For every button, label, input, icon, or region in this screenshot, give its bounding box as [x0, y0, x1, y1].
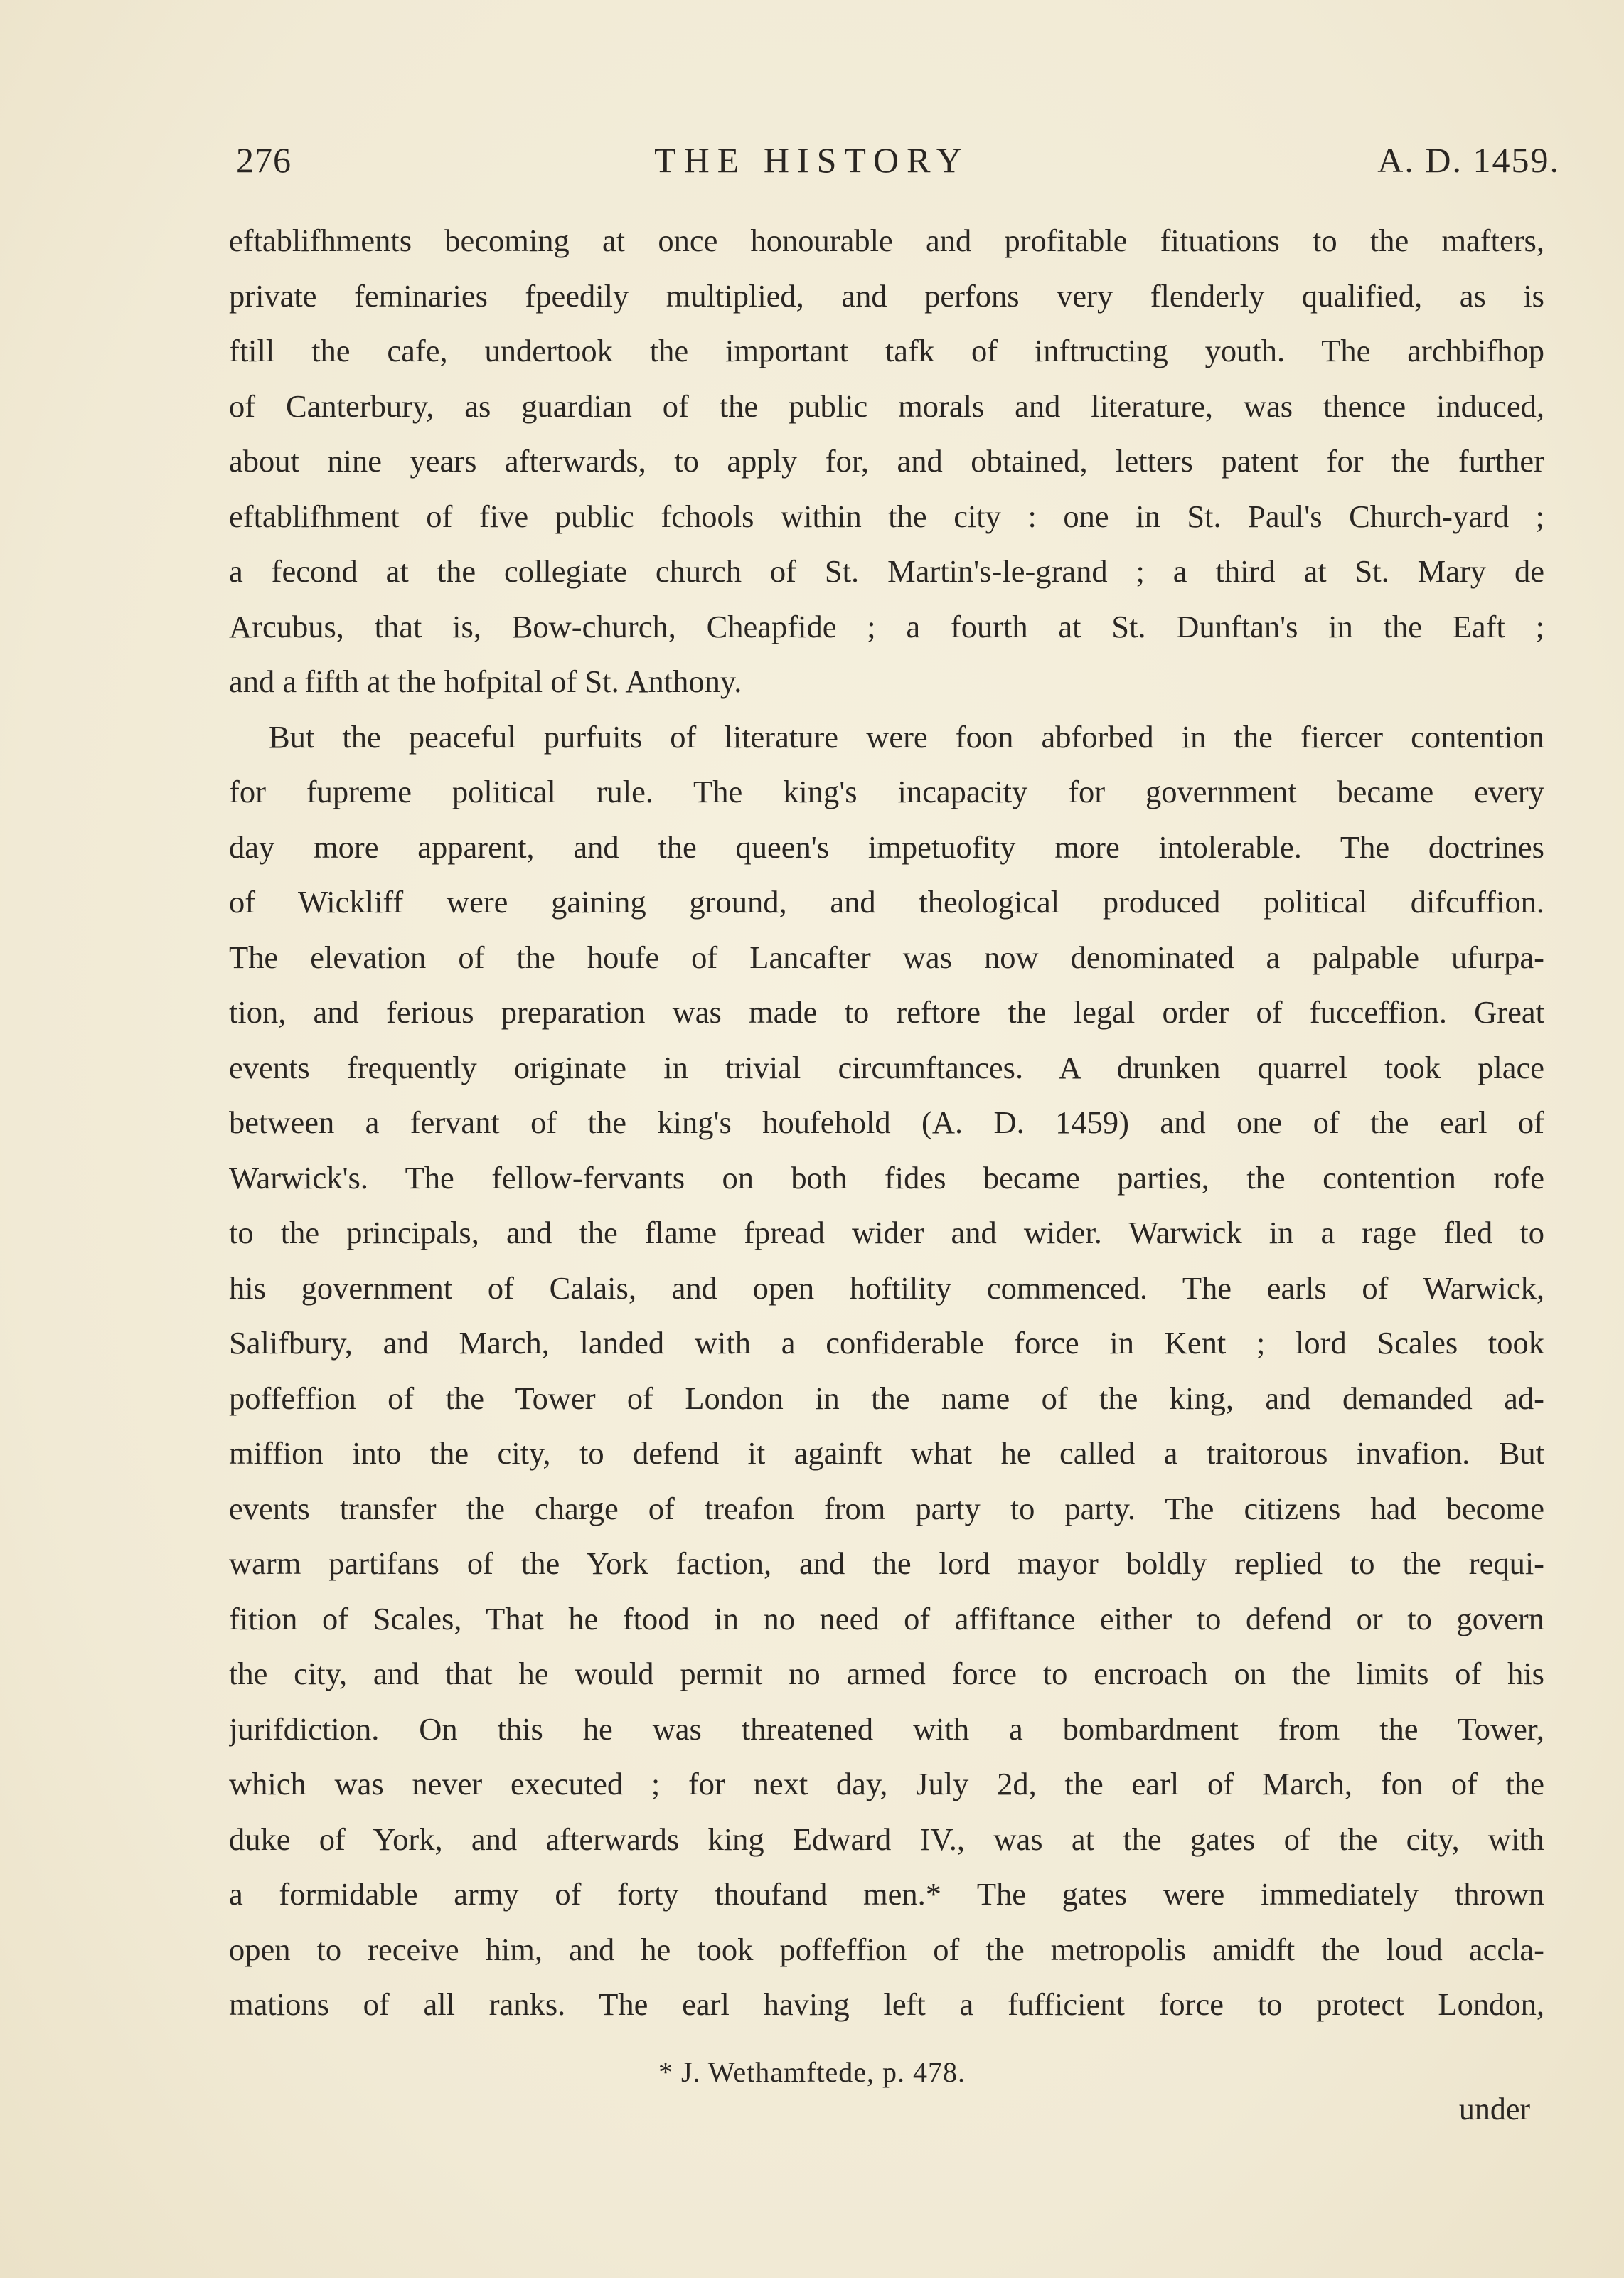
text-line: Warwick's. The fellow-fervants on both fides became parties, the contention rofe [229, 1159, 1544, 1196]
text-line: But the peaceful purfuits of literature were foon abforbed in the fiercer contention [269, 718, 1544, 755]
text-line: of Canterbury, as guardian of the public morals and literature, was thence induced, [229, 388, 1544, 424]
text-line: duke of York, and afterwards king Edward IV., was at the gates of the city, with [229, 1821, 1544, 1857]
text-line: and a fifth at the hofpital of St. Anthony. [229, 664, 742, 699]
text-line: tion, and ferious preparation was made to reftore the legal order of fucceffion. Great [229, 994, 1544, 1030]
text-line: mations of all ranks. The earl having left a fufficient force to protect London, [229, 1986, 1544, 2022]
text-line: events transfer the charge of treafon from party to party. The citizens had become [229, 1490, 1544, 1526]
body-text [229, 213, 1544, 2033]
text-line: poffeffion of the Tower of London in the name of the king, and demanded ad- [229, 1380, 1544, 1416]
text-line: between a fervant of the king's houfehold (A. D. 1459) and one of the earl of [229, 1105, 1544, 1140]
text-line: jurifdiction. On this he was threatened with a bombardment from the Tower, [229, 1710, 1544, 1747]
text-line: ftill the cafe, undertook the important tafk of inftructing youth. The archbifhop [229, 333, 1544, 368]
text-line: open to receive him, and he took poffeffion of the metropolis amidft the loud accla- [229, 1931, 1544, 1967]
text-line: miffion into the city, to defend it againft what he called a traitorous invafion. But [229, 1435, 1544, 1471]
text-line: the city, and that he would permit no armed force to encroach on the limits of his [229, 1656, 1544, 1691]
text-line: his government of Calais, and open hoftility commenced. The earls of Warwick, [229, 1270, 1544, 1306]
text-line: eftablifhments becoming at once honourable and profitable fituations to the mafters, [229, 223, 1544, 258]
footnote: * J. Wethamftede, p. 478. [658, 2056, 966, 2088]
text-line: to the principals, and the flame fpread wider and wider. Warwick in a rage fled to [229, 1215, 1544, 1250]
page-number: 276 [236, 140, 292, 180]
running-year: A. D. 1459. [1377, 140, 1560, 180]
text-line: of Wickliff were gaining ground, and theological produced political difcuffion. [229, 884, 1544, 920]
text-line: about nine years afterwards, to apply for, and obtained, letters patent for the further [229, 443, 1544, 479]
text-line: Arcubus, that is, Bow-church, Cheapfide ; a fourth at St. Dunftan's in the Eaft ; [229, 608, 1544, 644]
text-line: a fecond at the collegiate church of St. Martin's-le-grand ; a third at St. Mary de [229, 553, 1544, 589]
text-line: which was never executed ; for next day, July 2d, the earl of March, fon of the [229, 1766, 1544, 1801]
text-line: private feminaries fpeedily multiplied, and perfons very flenderly qualified, as is [229, 277, 1544, 314]
running-head [0, 139, 1624, 189]
text-line: The elevation of the houfe of Lancafter was now denominated a palpable ufurpa- [229, 939, 1544, 975]
text-line: fition of Scales, That he ftood in no need of affiftance either to defend or to govern [229, 1600, 1544, 1636]
text-line: a formidable army of forty thoufand men.* The gates were immediately thrown [229, 1876, 1544, 1912]
text-line: warm partifans of the York faction, and the lord mayor boldly replied to the requi- [229, 1545, 1544, 1581]
text-line: events frequently originate in trivial circumftances. A drunken quarrel took place [229, 1049, 1544, 1085]
catchword: under [1458, 2092, 1530, 2127]
text-line: day more apparent, and the queen's impetuofity more intolerable. The doctrines [229, 829, 1544, 865]
text-line: for fupreme political rule. The king's incapacity for government became every [229, 774, 1544, 809]
running-title: THE HISTORY [654, 140, 970, 180]
text-line: eftablifhment of five public fchools within the city : one in St. Paul's Church-yard ; [229, 498, 1544, 534]
text-line: Salifbury, and March, landed with a confiderable force in Kent ; lord Scales took [229, 1325, 1544, 1361]
